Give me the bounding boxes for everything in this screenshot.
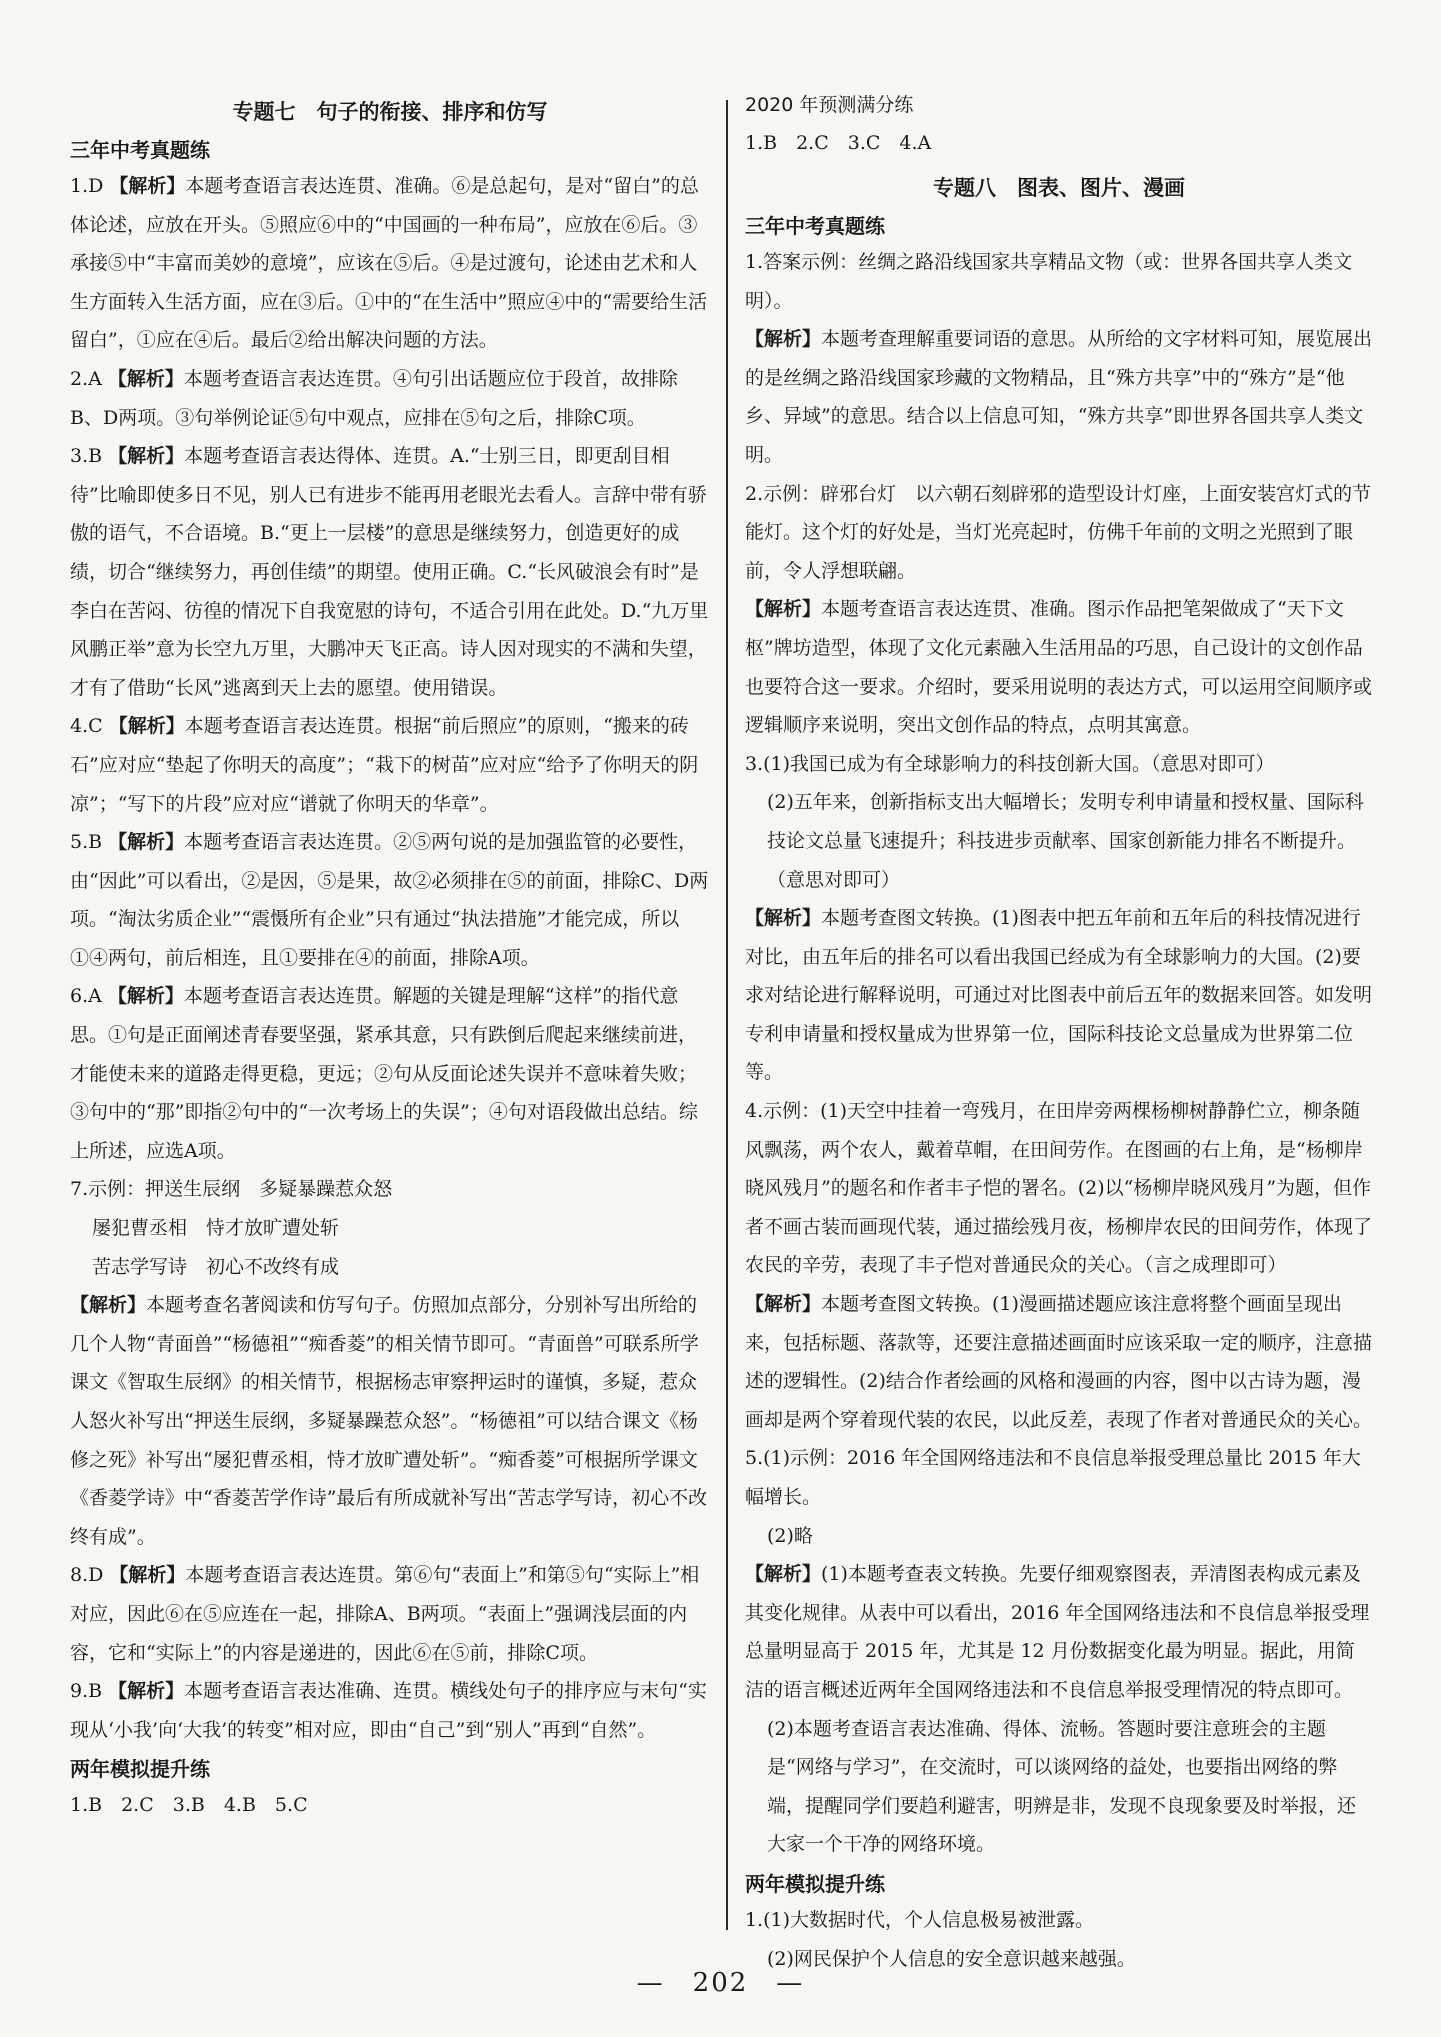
answer-item-6: [70, 977, 710, 1170]
analysis-tag: 【解析】: [108, 715, 185, 738]
analysis-tag: 【解析】: [108, 831, 185, 854]
item-lead: 8.D: [70, 1564, 110, 1587]
answer-item-3: [70, 437, 710, 707]
item-lead: 7.示例：: [70, 1178, 146, 1201]
answer-item-8: [70, 1556, 710, 1672]
topic-title-8: 专题八 图表、图片、漫画: [933, 176, 1185, 200]
analysis-text-2: (2)本题考查语言表达准确、得体、流畅。答题时要注意班会的主题是“网络与学习”，在交流时，可以谈网络的益处，也要指出网络的弊端，提醒同学们要趋利避害，明辨是非，发现不良现象要及时举报，还大家一个干净的网络环境。: [767, 1717, 1357, 1856]
analysis-tag: 【解析】: [745, 1563, 822, 1586]
answer-item-4: [70, 707, 710, 823]
answer-text-b: (2)五年来，创新指标支出大幅增长；发明专利申请量和授权量、国际科技论文总量飞速提升；科技进步贡献率、国家创新能力排名不断提升。（意思对即可）: [767, 791, 1364, 891]
answer-text-b: (2)略: [767, 1524, 813, 1547]
mock-answers: 1.B 2.C 3.B 4.B 5.C: [70, 1794, 308, 1817]
answer-item-5: [745, 1439, 1373, 1864]
right-column: [745, 86, 1373, 1978]
item-text: 本题考查名著阅读和仿写句子。仿照加点部分，分别补写出所给的几个人物“青面兽”“杨德祖”“痴香菱”的相关情节即可。“青面兽”可联系所学课文《智取生辰纲》的相关情节，根据杨志审察押运时的谨慎，多疑，惹众人怒火补写出“押送生辰纲，多疑暴躁惹众怒”。“杨德祖”可以结合课文《杨修之死》补写出“屡犯曹丞相，恃才放旷遭处斩”。“痴香菱”可根据所学课文《香菱学诗》中“香菱苦学作诗”最后有所成就补写出“苦志学写诗，初心不改终有成”。: [70, 1294, 708, 1548]
answer-item-1: [70, 167, 710, 360]
item-lead: 2.A: [70, 367, 108, 390]
answer-item-2: [70, 360, 710, 437]
answer-item-5: [70, 823, 710, 977]
item-lead: 6.A: [70, 985, 108, 1008]
column-divider: [726, 100, 728, 1930]
answer-text: 4.示例：(1)天空中挂着一弯残月，在田岸旁两棵杨柳树静静伫立，柳条随风飘荡，两个农人，戴着草帽，在田间劳作。在图画的右上角，是“杨柳岸晓风残月”的题名和作者丰子恺的署名。(2)以“杨柳岸晓风残月”为题，但作者不画古装而画现代装，通过描绘残月夜，杨柳岸农民的田间劳作，体现了农民的辛劳，表现了丰子恺对普通民众的关心。（言之成理即可）: [745, 1100, 1373, 1277]
predict-answers: 1.B 2.C 3.C 4.A: [745, 132, 932, 154]
example-line-1: 押送生辰纲 多疑暴躁惹众怒: [145, 1178, 393, 1201]
item-text: 本题考查语言表达连贯。②⑤两句说的是加强监管的必要性，由“因此”可以看出，②是因，⑤是果，故②必须排在⑤的前面，排除C、D两项。“淘汰劣质企业”“震慑所有企业”只有通过“执法措施”才能完成，所以①④两句，前后相连，且①要排在④的前面，排除A项。: [70, 831, 709, 969]
answer-text-a: 1.(1)大数据时代，个人信息极易被泄露。: [745, 1908, 1095, 1931]
analysis-tag: 【解析】: [108, 445, 185, 468]
item-text: 本题考查语言表达连贯、准确。⑥是总起句，是对“留白”的总体论述，应放在开头。⑤照应⑥中的“中国画的一种布局”，应放在⑥后。③承接⑤中“丰富而美妙的意境”，应该在⑤后。④是过渡句，论述由艺术和人生方面转入生活方面，应在③后。①中的“在生活中”照应④中的“需要给生活留白”，①应在④后。最后②给出解决问题的方法。: [70, 175, 708, 352]
answer-item-9: [70, 1672, 710, 1749]
answer-item-3: [745, 745, 1373, 1092]
answer-item-2: [745, 475, 1373, 745]
analysis-tag: 【解析】: [108, 1680, 185, 1703]
example-line-3: 苦志学写诗 初心不改终有成: [92, 1255, 340, 1278]
answer-item-1: [745, 243, 1373, 475]
answer-item-4: [745, 1092, 1373, 1439]
left-column: [70, 86, 710, 1824]
example-line-2: 屡犯曹丞相 恃才放旷遭处斩: [92, 1217, 340, 1240]
item-text: 本题考查语言表达连贯。根据“前后照应”的原则，“搬来的砖石”应对应“垫起了你明天的高度”；“栽下的树苗”应对应“给予了你明天的阴凉”；“写下的片段”应对应“谱就了你明天的华章”。: [70, 715, 699, 815]
section-heading-mock: 两年模拟提升练: [70, 1757, 210, 1782]
section-heading-exam: 三年中考真题练: [745, 214, 885, 238]
predict-heading: 2020 年预测满分练: [745, 94, 914, 116]
analysis-tag: 【解析】: [70, 1294, 147, 1317]
analysis-text: 本题考查图文转换。(1)图表中把五年前和五年后的科技情况进行对比，由五年后的排名可以看出我国已经成为有全球影响力的大国。(2)要求对结论进行解释说明，可通过对比图表中前后五年的数据来回答。如发明专利申请量和授权量成为世界第一位，国际科技论文总量成为世界第二位等。: [745, 907, 1373, 1084]
analysis-tag: 【解析】: [745, 328, 822, 351]
analysis-text: 本题考查语言表达连贯、准确。图示作品把笔架做成了“天下文枢”牌坊造型，体现了文化元素融入生活用品的巧思，自己设计的文创作品也要符合这一要求。介绍时，要采用说明的表达方式，可以运用空间顺序或逻辑顺序来说明，突出文创作品的特点，点明其寓意。: [745, 598, 1373, 737]
answer-text-b: (2)网民保护个人信息的安全意识越来越强。: [767, 1947, 1136, 1970]
item-lead: 3.B: [70, 445, 109, 468]
section-heading-mock: 两年模拟提升练: [745, 1871, 885, 1896]
item-lead: 1.D: [70, 175, 110, 197]
analysis-text: 本题考查图文转换。(1)漫画描述题应该注意将整个画面呈现出来，包括标题、落款等，还要注意描述画面时应该采取一定的顺序，注意描述的逻辑性。(2)结合作者绘画的风格和漫画的内容，图中以古诗为题，漫画却是两个穿着现代装的农民，以此反差，表现了作者对普通民众的关心。: [745, 1293, 1373, 1431]
page-number: — 202 —: [636, 1968, 805, 1998]
item-text: 本题考查语言表达连贯。解题的关键是理解“这样”的指代意思。①句是正面阐述青春要坚强，紧承其意，只有跌倒后爬起来继续前进，才能使未来的道路走得更稳，更远；②句从反面论述失误并不意味着失败；③句中的“那”即指②句中的“一次考场上的失误”；④句对语段做出总结。综上所述，应选A项。: [70, 985, 698, 1162]
analysis-text-1: (1)本题考查表文转换。先要仔细观察图表，弄清图表构成元素及其变化规律。从表中可以看出，2016 年全国网络违法和不良信息举报受理总量明显高于 2015 年，尤其是 12 月份数据变化最为明显。据此，用简洁的语言概述近两年全国网络违法和不良信息举报受理情况的特点即可。: [745, 1563, 1370, 1701]
analysis-tag: 【解析】: [109, 175, 186, 197]
item-text: 本题考查语言表达得体、连贯。A.“士别三日，即更刮目相待”比喻即使多日不见，别人已有进步不能再用老眼光去看人。言辞中带有骄傲的语气，不合语境。B.“更上一层楼”的意思是继续努力，创造更好的成绩，切合“继续努力，再创佳绩”的期望。使用正确。C.“长风破浪会有时”是李白在苦闷、彷徨的情况下自我宽慰的诗句，不适合引用在此处。D.“九万里风鹏正举”意为长空九万里，大鹏冲天飞正高。诗人因对现实的不满和失望，才有了借助“长风”逃离到天上去的愿望。使用错误。: [70, 445, 709, 699]
answer-text-a: 3.(1)我国已成为有全球影响力的科技创新大国。（意思对即可）: [745, 752, 1275, 775]
analysis-tag: 【解析】: [107, 367, 184, 390]
analysis-tag: 【解析】: [107, 985, 184, 1008]
analysis-tag: 【解析】: [109, 1564, 186, 1587]
analysis-tag: 【解析】: [745, 1293, 822, 1316]
item-text: 本题考查语言表达连贯。④句引出话题应位于段首，故排除B、D两项。③句举例论证⑤句中观点，应排在⑤句之后，排除C项。: [70, 367, 678, 429]
item-text: 本题考查语言表达连贯。第⑥句“表面上”和第⑤句“实际上”相对应，因此⑥在⑤应连在一起，排除A、B两项。“表面上”强调浅层面的内容，它和“实际上”的内容是递进的，因此⑥在⑤前，排除C项。: [70, 1564, 700, 1664]
item-lead: 4.C: [70, 715, 109, 738]
item-text: 本题考查语言表达准确、连贯。横线处句子的排序应与末句“实现从‘小我’向‘大我’的转变”相对应，即由“自己”到“别人”再到“自然”。: [70, 1680, 707, 1741]
analysis-tag: 【解析】: [745, 598, 822, 621]
answer-text: 1.答案示例：丝绸之路沿线国家共享精品文物（或：世界各国共享人类文明）。: [745, 251, 1353, 312]
answer-item-7: [70, 1170, 710, 1556]
item-lead: 5.B: [70, 831, 109, 854]
topic-title-7: 专题七 句子的衔接、排序和仿写: [232, 100, 548, 124]
section-heading-exam: 三年中考真题练: [70, 138, 210, 162]
answer-text: 2.示例：辟邪台灯 以六朝石刻辟邪的造型设计灯座，上面安装宫灯式的节能灯。这个灯的好处是，当灯光亮起时，仿佛千年前的文明之光照到了眼前，令人浮想联翩。: [745, 482, 1372, 582]
answer-text-a: 5.(1)示例：2016 年全国网络违法和不良信息举报受理总量比 2015 年大幅增长。: [745, 1447, 1361, 1508]
analysis-text: 本题考查理解重要词语的意思。从所给的文字材料可知，展览展出的是丝绸之路沿线国家珍藏的文物精品，且“殊方共享”中的“殊方”是“他乡、异域”的意思。结合以上信息可知，“殊方共享”即世界各国共享人类文明。: [745, 328, 1373, 466]
analysis-tag: 【解析】: [745, 907, 822, 930]
item-lead: 9.B: [70, 1680, 109, 1703]
